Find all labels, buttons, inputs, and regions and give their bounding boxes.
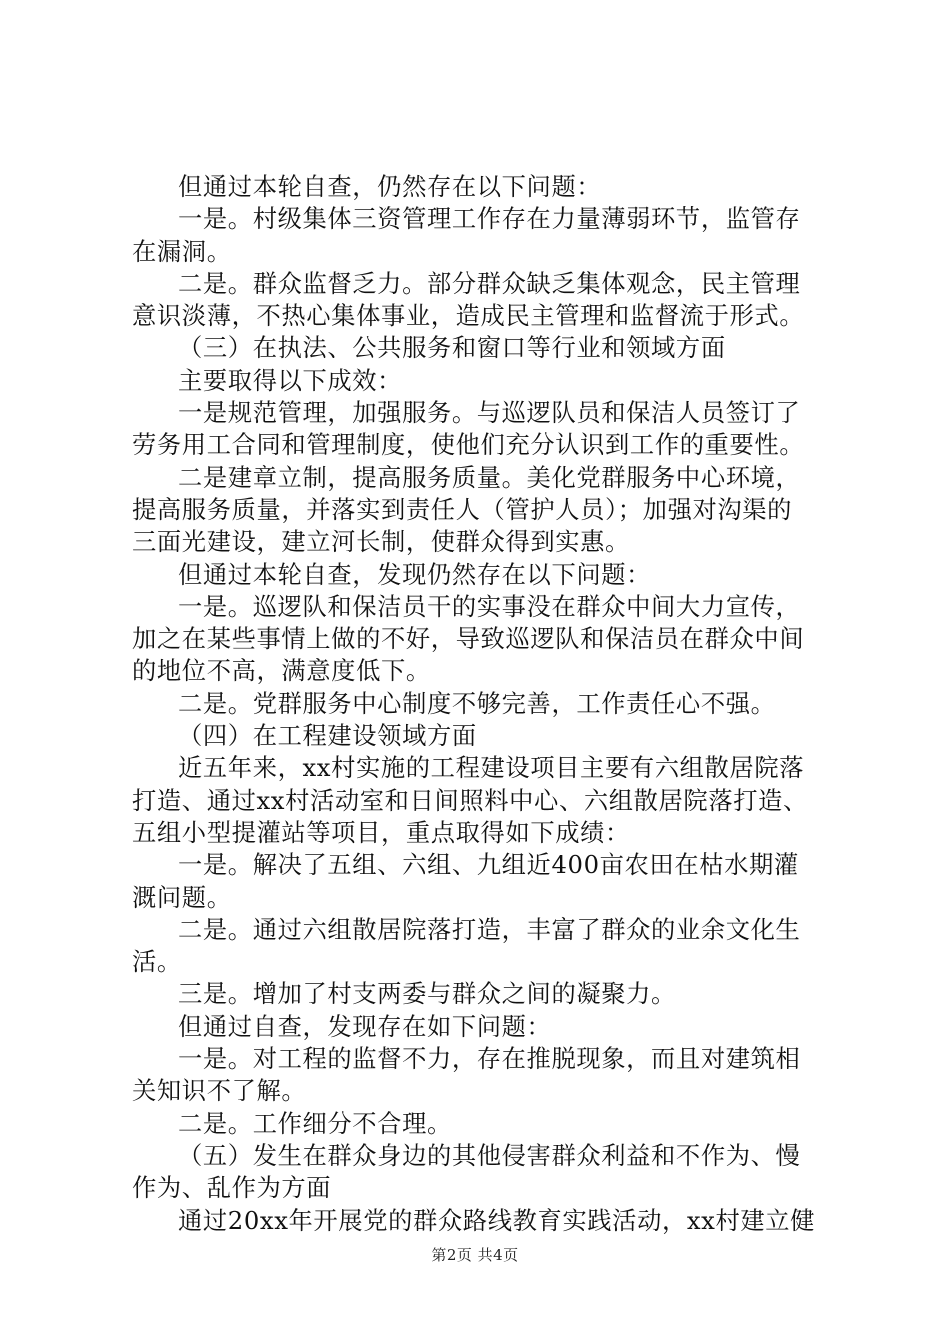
text-line: 二是。党群服务中心制度不够完善，工作责任心不强。 xyxy=(178,688,776,718)
text-line: 关知识不了解。 xyxy=(132,1076,307,1106)
section-heading: （四）在工程建设领域方面 xyxy=(178,721,477,751)
section-heading: （三）在执法、公共服务和窗口等行业和领域方面 xyxy=(178,333,726,363)
text-line: 二是建章立制，提高服务质量。美化党群服务中心环境， xyxy=(178,462,801,492)
text-line: 一是。对工程的监督不力，存在推脱现象，而且对建筑相 xyxy=(178,1044,801,1074)
text-line: 劳务用工合同和管理制度，使他们充分认识到工作的重要性。 xyxy=(132,430,805,460)
text-line: 通过20xx年开展党的群众路线教育实践活动，xx村建立健 xyxy=(178,1205,816,1235)
text-line: 提高服务质量，并落实到责任人（管护人员）；加强对沟渠的 xyxy=(132,494,793,524)
text-line: 一是。巡逻队和保洁员干的实事没在群众中间大力宣传， xyxy=(178,591,801,621)
text-line: 一是规范管理，加强服务。与巡逻队员和保洁人员签订了 xyxy=(178,398,801,428)
text-line: 的地位不高，满意度低下。 xyxy=(132,656,431,686)
text-line: 三面光建设，建立河长制，使群众得到实惠。 xyxy=(132,527,630,557)
text-line: 加之在某些事情上做的不好，导致巡逻队和保洁员在群众中间 xyxy=(132,624,805,654)
text-line: 一是。村级集体三资管理工作存在力量薄弱环节，监管存 xyxy=(178,204,801,234)
text-line: 但通过自查，发现存在如下问题： xyxy=(178,1011,552,1041)
section-heading: （五）发生在群众身边的其他侵害群众利益和不作为、慢 xyxy=(178,1140,801,1170)
text-line: 溉问题。 xyxy=(132,882,232,912)
text-line: 近五年来，xx村实施的工程建设项目主要有六组散居院落 xyxy=(178,753,805,783)
page-footer: 第2页 共4页 xyxy=(431,1246,519,1264)
text-line: 在漏洞。 xyxy=(132,236,232,266)
text-line: 二是。工作细分不合理。 xyxy=(178,1108,452,1138)
document-body xyxy=(132,171,832,1237)
text-line: 五组小型提灌站等项目，重点取得如下成绩： xyxy=(132,817,630,847)
text-line: 主要取得以下成效： xyxy=(178,365,403,395)
text-line: 但通过本轮自查，仍然存在以下问题： xyxy=(178,172,602,201)
text-line: 二是。群众监督乏力。部分群众缺乏集体观念，民主管理 xyxy=(178,268,801,298)
text-line: 活。 xyxy=(132,947,182,977)
text-line: 打造、通过xx村活动室和日间照料中心、六组散居院落打造、 xyxy=(132,785,808,815)
text-line: 三是。增加了村支两委与群众之间的凝聚力。 xyxy=(178,979,676,1009)
text-line: 一是。解决了五组、六组、九组近400亩农田在枯水期灌 xyxy=(178,850,799,880)
section-heading-continued: 作为、乱作为方面 xyxy=(132,1173,332,1203)
text-line: 二是。通过六组散居院落打造，丰富了群众的业余文化生 xyxy=(178,914,801,944)
text-line: 但通过本轮自查，发现仍然存在以下问题： xyxy=(178,559,652,589)
text-line: 意识淡薄，不热心集体事业，造成民主管理和监督流于形式。 xyxy=(132,301,805,331)
